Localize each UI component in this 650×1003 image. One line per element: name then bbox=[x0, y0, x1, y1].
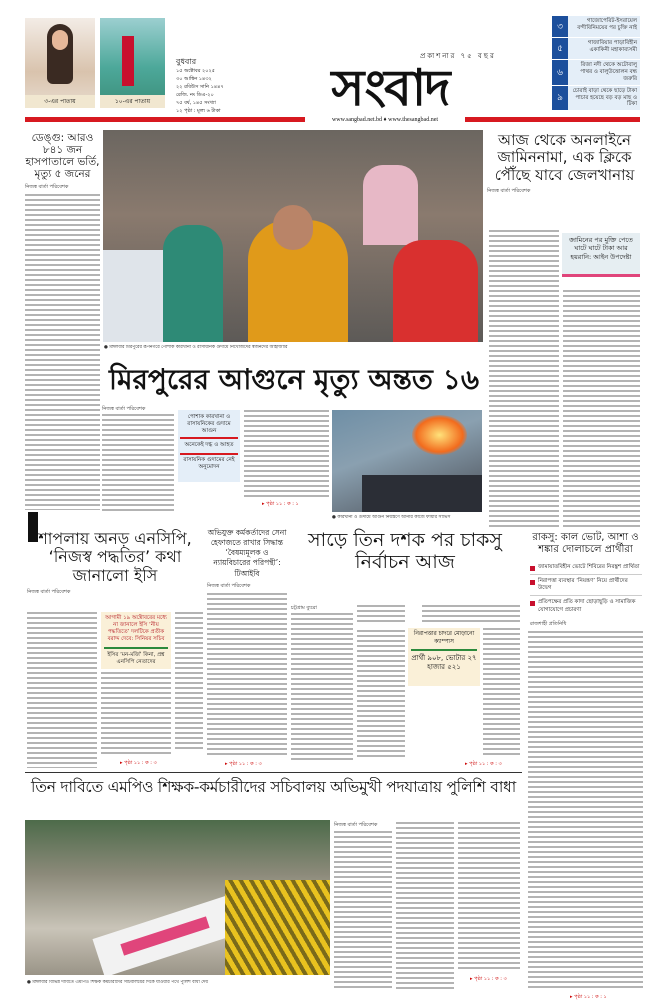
inside-index bbox=[552, 16, 640, 111]
page-number: ৬ bbox=[552, 60, 568, 85]
index-item[interactable] bbox=[552, 86, 640, 112]
chaksu-body-col2b bbox=[357, 630, 405, 760]
website[interactable]: www.sangbad.net.bd ♦ www.thesangbad.net bbox=[331, 117, 439, 123]
volume: ৭৫ বর্ষ, ১৪৫ সংখ্যা bbox=[176, 100, 216, 106]
chaksu-highlights-box bbox=[408, 628, 480, 686]
bullet-item: প্রতিপক্ষের প্রতি কাদা ছোড়াছুড়ি ও সামাজিক যোগাযোগে প্রচারণা bbox=[530, 596, 642, 616]
red-rule-left bbox=[25, 117, 305, 122]
highlight: অনেকেই দগ্ধ ও আহত bbox=[180, 439, 238, 454]
mpo-headline[interactable]: তিন দাবিতে এমপিও শিক্ষক-কর্মচারীদের সচিবালয় অভিমুখী পদযাত্রায় পুলিশি বাধা bbox=[30, 778, 516, 796]
continued-link[interactable]: ▸ পৃষ্ঠা ১১ : ক : ৩ bbox=[470, 976, 507, 982]
ncp-highlights-box bbox=[101, 612, 171, 669]
tagline: প্রকাশনার ৭৫ বছর bbox=[420, 52, 496, 60]
page-number: ৫ bbox=[552, 38, 568, 59]
masthead-logo[interactable]: সংবাদ bbox=[331, 59, 449, 117]
highlight: প্রার্থী ৯০৮, ভোটার ২৭ হাজার ৫২১ bbox=[411, 654, 477, 672]
mpo-body-col2 bbox=[396, 822, 454, 990]
raksu-bullets bbox=[530, 561, 642, 617]
byline: নিজস্ব বার্তা পরিবেশক bbox=[27, 589, 71, 596]
teaser-actress-photo[interactable] bbox=[25, 18, 95, 108]
bail-headline[interactable]: আজ থেকে অনলাইনে জামিননামা, এক ক্লিকে পৌঁছে যাবে জেলখানায় bbox=[494, 131, 635, 184]
date-gregorian: ১৫ অক্টোবর ২০২৫ bbox=[176, 68, 216, 74]
tib-headline[interactable]: অভিযুক্ত কর্মকর্তাদের সেনা হেফাজতে রাখার সিদ্ধান্ত ‘বৈষম্যমূলক ও ন্যায়বিচারের পরিপন্থী’: টিআইবি bbox=[207, 528, 287, 578]
byline: নিজস্ব বার্তা পরিবেশক bbox=[487, 187, 531, 194]
weekday: বুধবার bbox=[176, 57, 197, 66]
ncp-headline[interactable]: শাপলায় অনড় এনসিপি, ‘নিজস্ব পদ্ধতির’ কথা জানালো ইসি bbox=[38, 529, 192, 585]
continued-link[interactable]: ▸ পৃষ্ঠা ১১ : ক : ৩ bbox=[120, 760, 157, 766]
bail-quote-box: জামিনের পর মুক্তি পেতে ঘাটে ঘাটে টাকা আর হয়রানি: আইন উপদেষ্টা bbox=[562, 233, 640, 277]
index-title: চোরাই বাড়া থেকে ছাড়ে টাকা পাচার হয়েছে বড় বড় মাছ ও টিকা bbox=[568, 86, 640, 111]
byline: নিজস্ব বার্তা পরিবেশক bbox=[102, 406, 146, 412]
continued-link[interactable]: ▸ পৃষ্ঠা ১১ : ক : ১ bbox=[570, 994, 607, 1000]
bullet-item: নিরাপত্তা ব্যবস্থার ‘নিয়ন্ত্রণ’ নিয়ে প্রার্থীদের উদ্বেগ bbox=[530, 575, 642, 596]
bail-body-col2b bbox=[563, 290, 640, 527]
bail-body-col1 bbox=[489, 230, 559, 527]
page-number: ৯ bbox=[552, 86, 568, 111]
ncp-col2 bbox=[101, 612, 171, 757]
highlight: রাসায়নিক গুদামের নেই অনুমোদন bbox=[183, 456, 235, 470]
index-title: গাজোপেরিট-ইসরায়েল বন্দীবিনিময়ের পর চুক্তি নাই bbox=[568, 16, 640, 37]
mirpur-highlights-box bbox=[178, 410, 240, 482]
section-divider bbox=[25, 772, 522, 773]
index-item[interactable] bbox=[552, 60, 640, 86]
mirpur-main-photo[interactable] bbox=[103, 130, 483, 342]
red-rule-right bbox=[465, 117, 640, 122]
mpo-body-col3 bbox=[458, 822, 520, 970]
tib-story bbox=[207, 528, 287, 758]
fire-photo-caption: ● কারখানা ও গুদামে আগুন নিয়ন্ত্রণে আনার কাজে ফায়ার সার্ভিস bbox=[332, 515, 451, 520]
highlight: আগামী ১৯ অক্টোবরের মধ্যে না জানালে ইসি ‘নীয় পদ্ধতিতে’ দলটিকে প্রতীক বরাদ্দ দেবে: সিনিয়র সচিব bbox=[104, 615, 168, 649]
chaksu-body-col2a bbox=[357, 605, 405, 625]
mpo-photo-caption: ● মঙ্গলবার বিভিন্ন দাবিতে এমপিও শিক্ষক কর্মচারীদের সচিবালয়ের দিকে যাওয়ার পথে পুলিশ বাধা দেয় bbox=[27, 980, 209, 985]
byline: নিজস্ব বার্তা পরিবেশক bbox=[25, 184, 69, 191]
registration: রেজি. নং ডিএ-২০ bbox=[176, 92, 214, 98]
dateline bbox=[176, 56, 242, 115]
chaksu-body-col3 bbox=[422, 605, 520, 625]
index-title: গাজাবিয়ার পাড়াবিহীন একাকিনী মহাকাব্যসমী bbox=[568, 38, 640, 59]
raksu-story bbox=[528, 532, 643, 990]
main-photo-caption: ● মঙ্গলবার মিরপুরের রূপনগরে পোশাক কারখানা ও রাসায়নিক গুদামে নিখোঁজদের স্বজনদের আহাজারি bbox=[104, 345, 288, 350]
teaser-page-label: ১০-এর পাতায় bbox=[100, 95, 165, 108]
raksu-headline[interactable]: রাকসু: কাল ভোট, আশা ও শঙ্কার দোলাচলে প্রার্থীরা bbox=[532, 532, 639, 555]
index-title: রিজা নদী থেকে অটোবালু পাথর ও বালুউত্তোলন বন্ধ জরুরি bbox=[568, 60, 640, 85]
raksu-body bbox=[528, 631, 643, 990]
mpo-body-col1 bbox=[334, 831, 392, 990]
teaser-page-label: ৩-এর পাতায় bbox=[25, 95, 95, 108]
teaser-football-photo[interactable] bbox=[100, 18, 165, 108]
date-hijri: ২২ রবিউস সানি ১৪৪৭ bbox=[176, 84, 224, 90]
highlight: ইসির ‘মন-মর্জি’ কিনা, প্রশ্ন এনসিপি নেতাদের bbox=[107, 651, 165, 665]
dengue-body bbox=[25, 194, 100, 510]
byline: চট্টগ্রাম ব্যুরো bbox=[291, 605, 317, 611]
bullet-item: জামায়াতবিহীন ভোটে শিবিরের নিরঙ্কুশ প্রার্থিতা bbox=[530, 561, 642, 575]
byline: নিজস্ব বার্তা পরিবেশক bbox=[334, 822, 378, 828]
highlight: নিরাপত্তার চাদরে মোড়ানো ক্যাম্পাস bbox=[411, 631, 477, 651]
continued-link[interactable]: ▸ পৃষ্ঠা ১১ : ক : ৩ bbox=[465, 761, 502, 767]
index-item[interactable] bbox=[552, 38, 640, 60]
dengue-story bbox=[25, 132, 100, 510]
ncp-body-col1 bbox=[27, 612, 97, 768]
mirpur-body-col3 bbox=[244, 410, 329, 498]
mirpur-body-col1 bbox=[102, 414, 174, 511]
date-bangla: ৩০ আশ্বিন ১৪৩২ bbox=[176, 76, 212, 82]
fire-photo[interactable] bbox=[332, 410, 482, 512]
bail-story-head bbox=[487, 132, 642, 198]
price: ১২ পৃষ্ঠা : মূল্য ৬ টাকা bbox=[176, 108, 221, 114]
dengue-headline[interactable]: ডেঙ্গু: আরও ৮৪১ জন হাসপাতালে ভর্তি, মৃত্যু ৫ জনের bbox=[25, 132, 100, 181]
highlight: পোশাক কারখানা ও রাসায়নিকের গুদামে আগুন bbox=[180, 412, 238, 439]
continued-link[interactable]: ▸ পৃষ্ঠা ১১ : ক : ১ bbox=[262, 501, 299, 507]
page-number: ৩ bbox=[552, 16, 568, 37]
chaksu-body-col1 bbox=[291, 613, 353, 763]
tib-body bbox=[207, 593, 287, 758]
byline: নিজস্ব বার্তা পরিবেশক bbox=[207, 582, 251, 589]
ncp-body-col2 bbox=[101, 672, 171, 757]
index-item[interactable] bbox=[552, 16, 640, 38]
chaksu-headline[interactable]: সাড়ে তিন দশক পর চাকসু নির্বাচন আজ bbox=[308, 529, 502, 573]
chaksu-body-col3b bbox=[483, 628, 520, 756]
ncp-story-head bbox=[25, 530, 205, 599]
byline: রাজশাহী প্রতিনিধি bbox=[530, 620, 567, 627]
mpo-protest-photo[interactable] bbox=[25, 820, 330, 975]
continued-link[interactable]: ▸ পৃষ্ঠা ১১ : ক : ৩ bbox=[225, 761, 262, 767]
ncp-body-col3 bbox=[175, 612, 203, 752]
mirpur-headline[interactable]: মিরপুরের আগুনে মৃত্যু অন্তত ১৬ bbox=[108, 363, 480, 396]
